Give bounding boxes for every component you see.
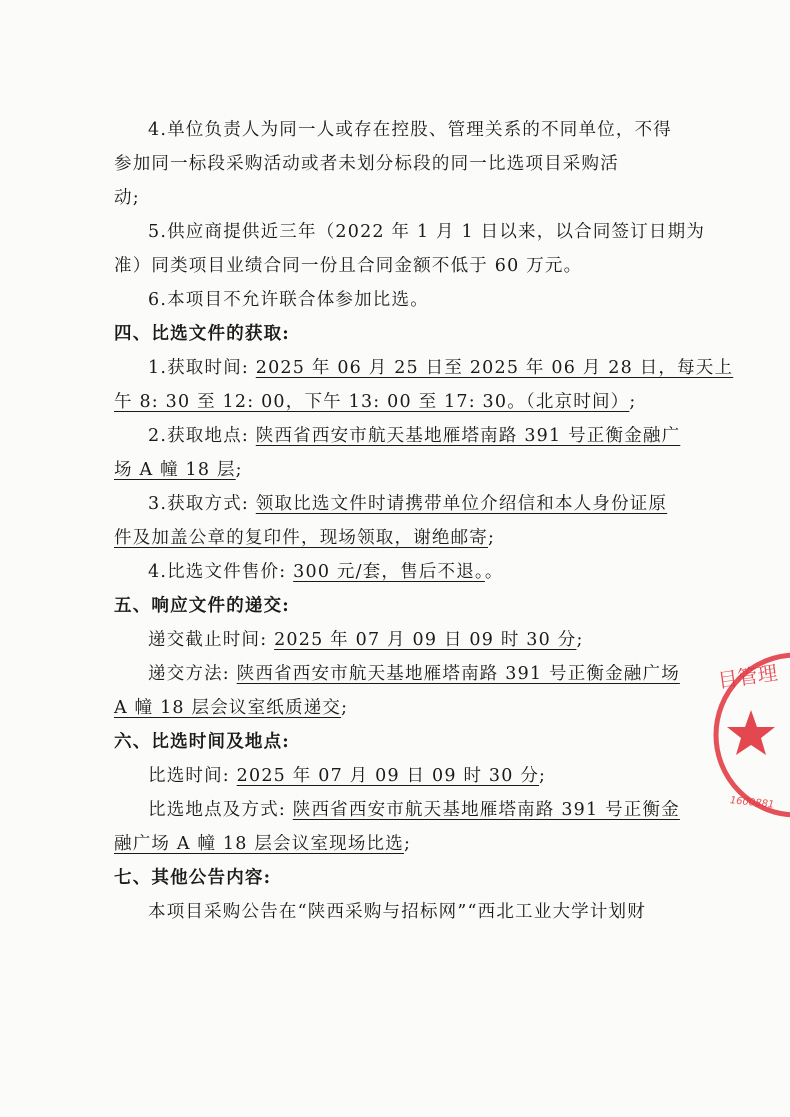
doc-price-line <box>114 555 674 589</box>
section-5-heading: 五、响应文件的递交: <box>114 596 290 616</box>
official-seal-stamp <box>718 640 790 830</box>
obtain-place-label: 2.获取地点: <box>148 426 249 446</box>
obtain-method-value-2: 件及加盖公章的复印件，现场领取，谢绝邮寄 <box>114 528 488 548</box>
submit-deadline-line <box>114 623 674 657</box>
submit-method-label: 递交方法: <box>148 664 230 684</box>
obtain-time-line-1 <box>114 351 734 385</box>
obtain-method-line-1 <box>114 487 674 521</box>
obtain-place-value-2: 场 A 幢 18 层 <box>114 460 236 480</box>
seal-top-text: 目管理 <box>716 660 780 693</box>
selection-time-label: 比选时间: <box>148 766 230 786</box>
selection-time-end: ; <box>539 766 547 786</box>
selection-place-value-1: 陕西省西安市航天基地雁塔南路 391 号正衡金 <box>292 800 680 820</box>
obtain-method-label: 3.获取方式: <box>148 494 249 514</box>
obtain-time-line-2 <box>114 385 674 419</box>
submit-deadline-value: 2025 年 07 月 09 日 09 时 30 分 <box>274 630 577 650</box>
selection-time-value: 2025 年 07 月 09 日 09 时 30 分 <box>236 766 540 786</box>
seal-bottom-text: 1600881 <box>729 795 775 811</box>
submit-method-line-1 <box>114 657 680 691</box>
seal-star-icon <box>727 710 775 755</box>
doc-price-label: 4.比选文件售价: <box>148 562 287 582</box>
doc-price-end: 。 <box>484 562 504 582</box>
selection-place-label: 比选地点及方式: <box>148 800 286 820</box>
submit-deadline-end: ; <box>576 630 584 650</box>
obtain-place-end: ; <box>235 460 243 480</box>
submit-method-value-2: A 幢 18 层会议室纸质递交 <box>114 698 342 718</box>
paragraph-4-line-3: 动; <box>114 188 140 208</box>
section-6-heading: 六、比选时间及地点: <box>114 732 290 752</box>
obtain-method-end: ; <box>488 528 496 548</box>
selection-place-end: ; <box>403 834 412 854</box>
obtain-place-line-2 <box>114 453 674 487</box>
submit-method-end: ; <box>341 698 349 718</box>
obtain-time-value-1: 2025 年 06 月 25 日至 2025 年 06 月 28 日，每天上 <box>255 358 734 378</box>
section-4-heading: 四、比选文件的获取: <box>114 324 290 344</box>
obtain-method-line-2 <box>114 521 674 555</box>
paragraph-6: 6.本项目不允许联合体参加比选。 <box>148 290 429 310</box>
document-body <box>114 113 734 929</box>
obtain-place-line-1 <box>114 419 681 453</box>
submit-method-line-2 <box>114 691 674 725</box>
obtain-place-value-1: 陕西省西安市航天基地雁塔南路 391 号正衡金融广 <box>255 426 681 446</box>
doc-price-value: 300 元/套，售后不退。 <box>293 562 485 582</box>
submit-deadline-label: 递交截止时间: <box>148 630 268 650</box>
submit-method-value-1: 陕西省西安市航天基地雁塔南路 391 号正衡金融广场 <box>236 664 680 684</box>
selection-time-line <box>114 759 674 793</box>
obtain-time-label: 1.获取时间: <box>148 358 249 378</box>
section-7-heading: 七、其他公告内容: <box>114 868 272 888</box>
paragraph-4-line-1: 4.单位负责人为同一人或存在控股、管理关系的不同单位，不得 <box>148 120 672 140</box>
selection-place-value-2: 融广场 A 幢 18 层会议室现场比选 <box>114 834 404 854</box>
paragraph-4-line-2: 参加同一标段采购活动或者未划分标段的同一比选项目采购活 <box>114 154 619 174</box>
selection-place-line-1 <box>114 793 680 827</box>
paragraph-5-line-1: 5.供应商提供近三年（2022 年 1 月 1 日以来，以合同签订日期为 <box>148 222 706 242</box>
paragraph-5-line-2: 准）同类项目业绩合同一份且合同金额不低于 60 万元。 <box>114 256 583 276</box>
obtain-method-value-1: 领取比选文件时请携带单位介绍信和本人身份证原 <box>255 494 668 514</box>
obtain-time-value-2: 午 8: 30 至 12: 00，下午 13: 00 至 17: 30。（北京时间） <box>114 392 630 412</box>
selection-place-line-2 <box>114 827 674 861</box>
obtain-time-end: ; <box>629 392 637 412</box>
section-7-line-1: 本项目采购公告在“陕西采购与招标网”“西北工业大学计划财 <box>148 902 646 922</box>
